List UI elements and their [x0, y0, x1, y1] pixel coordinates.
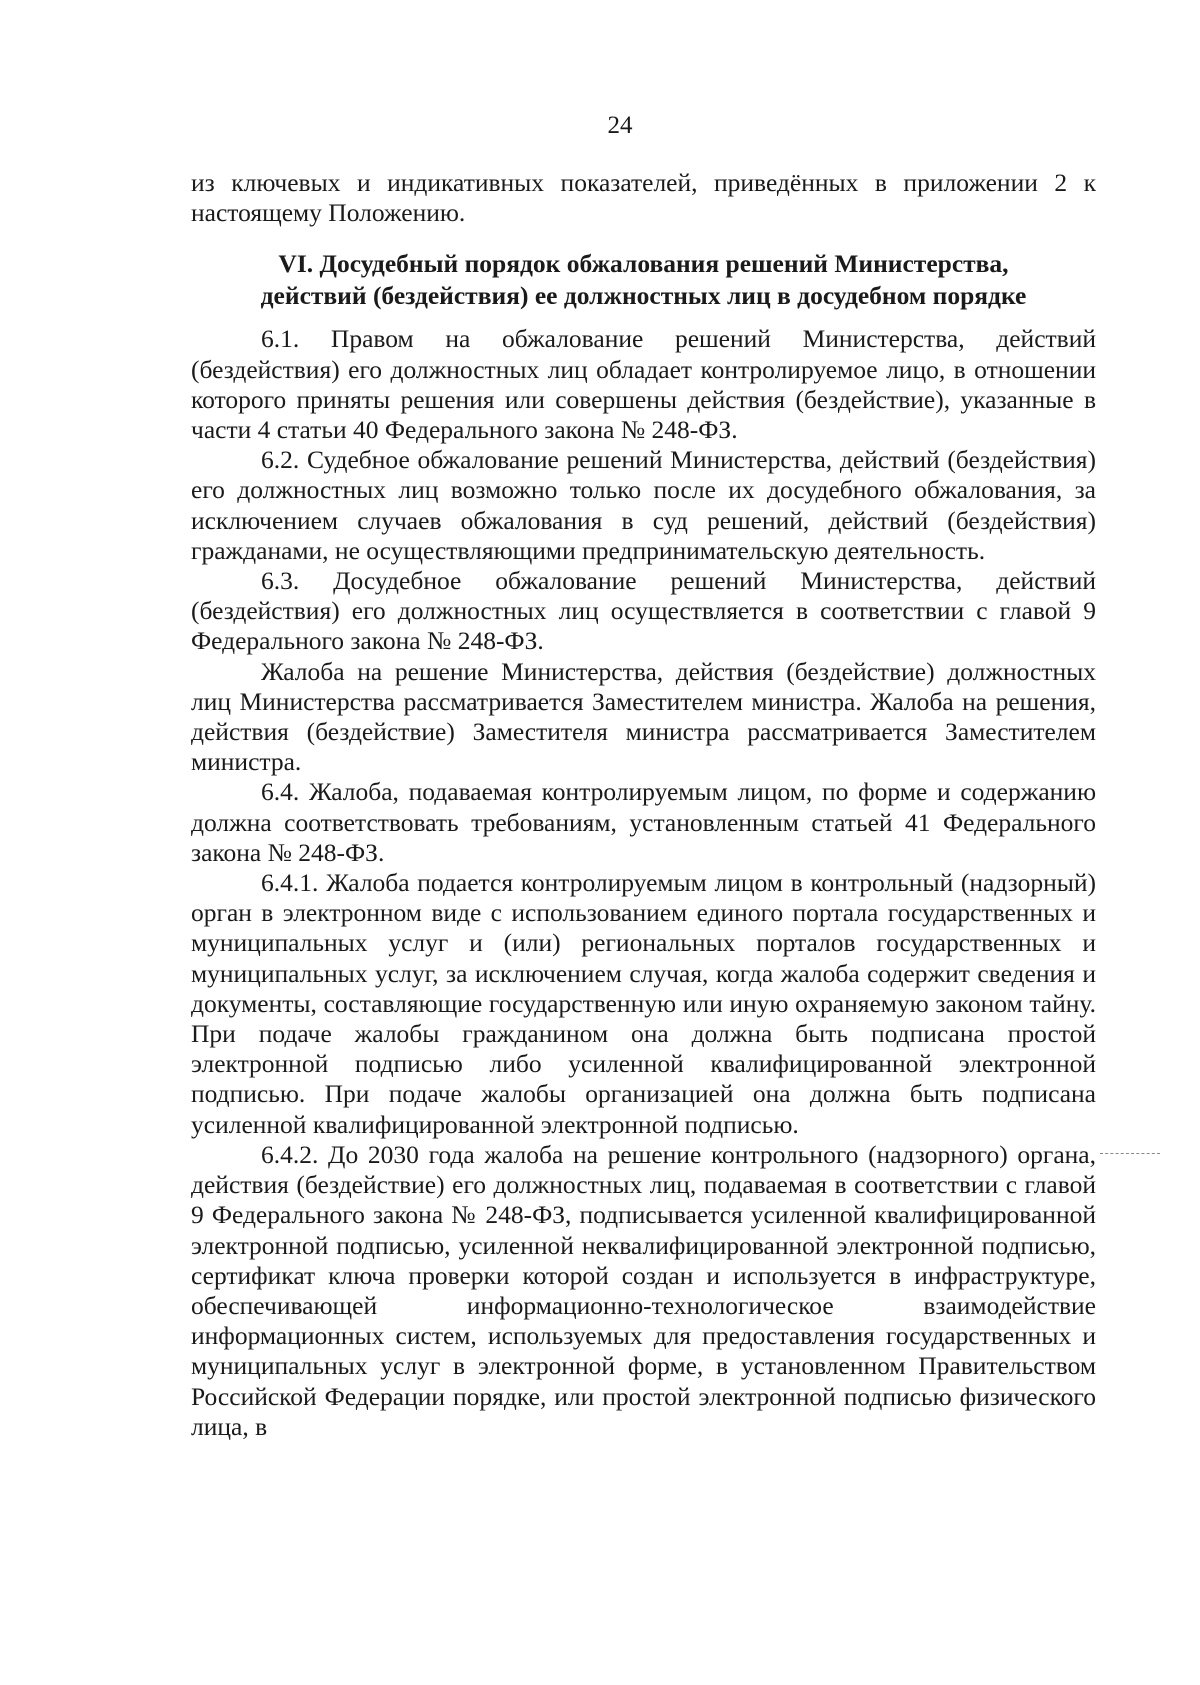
paragraph-6-3: 6.3. Досудебное обжалование решений Министерства, действий (бездействия) его должностных лиц осуществляется в соответствии с главой 9 Федерального закона № 248-ФЗ.: [191, 566, 1096, 656]
paragraph-6-4-1: 6.4.1. Жалоба подается контролируемым лицом в контрольный (надзорный) орган в электронном виде с использованием единого портала государственных и муниципальных услуг и (или) региональных порталов государственных и муниципальных услуг, за исключением случая, когда жалоба содержит сведения и документы, составляющие государственную или иную охраняемую законом тайну. При подаче жалобы гражданином она должна быть подписана простой электронной подписью либо усиленной квалифицированной электронной подписью. При подаче жалобы организацией она должна быть подписана усиленной квалифицированной электронной подписью.: [191, 868, 1096, 1139]
paragraph-complaint-review: Жалоба на решение Министерства, действия (бездействие) должностных лиц Министерства рассматривается Заместителем министра. Жалоба на решения, действия (бездействие) Заместителя министра рассматривается Заместителем министра.: [191, 656, 1096, 777]
page-number: 24: [607, 112, 633, 139]
section-heading: [191, 248, 1096, 312]
paragraph-6-2: 6.2. Судебное обжалование решений Министерства, действий (бездействия) его должностных лиц возможно только после их досудебного обжалования, за исключением случаев обжалования в суд решений, действий (бездействия) гражданами, не осуществляющими предпринимательскую деятельность.: [191, 445, 1096, 565]
section-heading-line-2: действий (бездействия) ее должностных лиц в досудебном порядке: [260, 281, 1027, 311]
paragraph-6-1: 6.1. Правом на обжалование решений Министерства, действий (бездействия) его должностных лиц обладает контролируемое лицо, в отношении которого приняты решения или совершены действия (бездействие), указанные в части 4 статьи 40 Федерального закона № 248-ФЗ.: [191, 324, 1096, 445]
paragraph-6-4: 6.4. Жалоба, подаваемая контролируемым лицом, по форме и содержанию должна соответствовать требованиям, установленным статьей 41 Федерального закона № 248-ФЗ.: [191, 777, 1096, 867]
continuation-paragraph: из ключевых и индикативных показателей, приведённых в приложении 2 к настоящему Положению.: [191, 168, 1096, 228]
document-body: [191, 168, 1096, 1442]
scan-artifact-line: [1100, 1153, 1160, 1154]
section-heading-line-1: VI. Досудебный порядок обжалования решений Министерства,: [278, 249, 1009, 279]
paragraph-6-4-2: 6.4.2. До 2030 года жалоба на решение контрольного (надзорного) органа, действия (бездействие) его должностных лиц, подаваемая в соответствии с главой 9 Федерального закона № 248-ФЗ, подписывается усиленной квалифицированной электронной подписью, усиленной неквалифицированной электронной подписью, сертификат ключа проверки которой создан и используется в инфраструктуре, обеспечивающей информационно-технологическое взаимодействие информационных систем, используемых для предоставления государственных и муниципальных услуг в электронной форме, в установленном Правительством Российской Федерации порядке, или простой электронной подписью физического лица, в: [191, 1139, 1096, 1441]
